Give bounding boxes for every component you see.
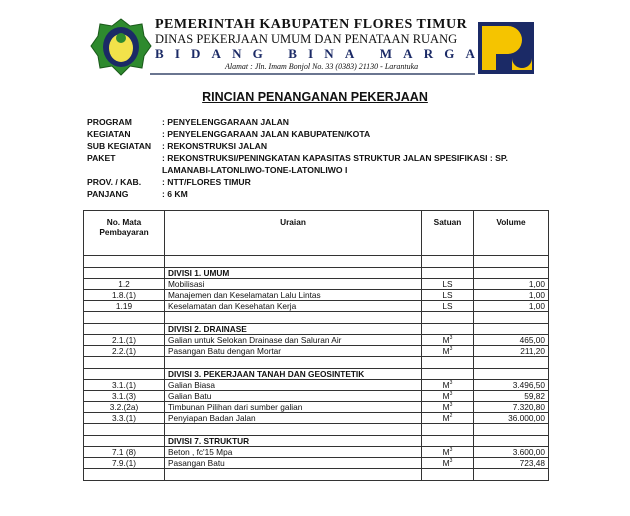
item-no: 7.9.(1) — [84, 458, 165, 469]
info-label: PROGRAM — [87, 117, 132, 127]
item-uraian: Manajemen dan Keselamatan Lalu Lintas — [165, 290, 422, 301]
unit-exponent: 3 — [449, 447, 453, 454]
table-row — [84, 357, 549, 369]
letterhead-letter: B — [155, 46, 164, 61]
item-uraian: Beton , fc'15 Mpa — [165, 447, 422, 458]
table-row — [84, 380, 549, 391]
info-row — [87, 176, 542, 188]
item-volume: 1,00 — [474, 290, 549, 301]
table-row — [84, 369, 549, 380]
table-row — [84, 346, 549, 357]
table-row — [84, 402, 549, 413]
item-volume: 465,00 — [474, 335, 549, 346]
info-value: : NTT/FLORES TIMUR — [162, 177, 251, 187]
item-satuan — [422, 290, 474, 301]
letterhead-letter: A — [465, 46, 475, 61]
unit: M — [442, 391, 450, 401]
item-satuan — [422, 458, 474, 469]
info-row — [87, 152, 542, 164]
letterhead-letter: N — [324, 46, 334, 61]
item-no: 3.1.(3) — [84, 391, 165, 402]
info-row — [87, 128, 542, 140]
item-no: 2.1.(1) — [84, 335, 165, 346]
letterhead-letter: G — [444, 46, 455, 61]
table-row — [84, 312, 549, 324]
letterhead-letter: I — [174, 46, 180, 61]
info-value: : 6 KM — [162, 189, 188, 199]
letterhead-letter: R — [423, 46, 434, 61]
info-label: SUB KEGIATAN — [87, 141, 152, 151]
table-row — [84, 279, 549, 290]
unit: M — [442, 458, 450, 468]
table-row — [84, 335, 549, 346]
item-uraian: Mobilisasi — [165, 279, 422, 290]
item-volume: 59,82 — [474, 391, 549, 402]
table-row — [84, 469, 549, 481]
unit-exponent: 3 — [449, 402, 453, 409]
letterhead-letter: D — [191, 46, 201, 61]
unit: LS — [442, 279, 453, 289]
item-uraian: Penyiapan Badan Jalan — [165, 413, 422, 424]
item-satuan — [422, 413, 474, 424]
item-satuan — [422, 301, 474, 312]
table-row — [84, 391, 549, 402]
letterhead-letter: B — [288, 46, 297, 61]
letterhead-line2: DINAS PEKERJAAN UMUM DAN PENATAAN RUANG — [155, 32, 458, 46]
item-no: 1.8.(1) — [84, 290, 165, 301]
letterhead-line3 — [155, 46, 475, 62]
letterhead-letter: A — [403, 46, 413, 61]
table-row — [84, 290, 549, 301]
info-label: PAKET — [87, 153, 116, 163]
unit: LS — [442, 290, 453, 300]
info-value: : PENYELENGGARAAN JALAN — [162, 117, 290, 127]
unit: M — [442, 402, 450, 412]
item-uraian: Galian Biasa — [165, 380, 422, 391]
item-volume: 7.320,80 — [474, 402, 549, 413]
info-row — [87, 116, 542, 128]
item-no: 3.2.(2a) — [84, 402, 165, 413]
letterhead-rule — [150, 73, 475, 75]
unit: M — [442, 380, 450, 390]
letterhead-letter: A — [344, 46, 355, 61]
item-volume: 723,48 — [474, 458, 549, 469]
info-block — [87, 116, 542, 200]
info-row — [87, 164, 542, 176]
unit: M — [442, 447, 450, 457]
info-value: : PENYELENGGARAAN JALAN KABUPATEN/KOTA — [162, 129, 371, 139]
unit-exponent: 3 — [449, 380, 453, 387]
item-volume: 1,00 — [474, 279, 549, 290]
pu-logo — [478, 22, 534, 74]
division-title: DIVISI 2. DRAINASE — [165, 324, 422, 335]
item-no: 2.2.(1) — [84, 346, 165, 357]
table-row — [84, 268, 549, 279]
letterhead-letter: M — [379, 46, 393, 61]
info-row — [87, 188, 542, 200]
unit-exponent: 2 — [449, 413, 453, 420]
item-satuan — [422, 391, 474, 402]
item-no: 3.3.(1) — [84, 413, 165, 424]
item-satuan — [422, 279, 474, 290]
info-row — [87, 140, 542, 152]
unit: LS — [442, 301, 453, 311]
table-row — [84, 424, 549, 436]
work-table — [83, 210, 549, 481]
info-value: LAMANABI-LATONLIWO-TONE-LATONLIWO I — [162, 165, 348, 175]
unit: M — [442, 346, 450, 356]
table-row — [84, 324, 549, 335]
info-value: : REKONSTRUKSI JALAN — [162, 141, 268, 151]
flores-timur-emblem — [90, 18, 152, 76]
item-volume: 3.496,50 — [474, 380, 549, 391]
table-row — [84, 447, 549, 458]
item-volume: 3.600,00 — [474, 447, 549, 458]
item-volume: 36.000,00 — [474, 413, 549, 424]
table-row — [84, 256, 549, 268]
header-volume: Volume — [474, 211, 549, 256]
item-satuan — [422, 447, 474, 458]
unit: M — [442, 413, 450, 423]
letterhead-letter — [365, 46, 368, 62]
letterhead-letter: G — [252, 46, 263, 61]
table-row — [84, 436, 549, 447]
division-title: DIVISI 1. UMUM — [165, 268, 422, 279]
unit: M — [442, 335, 450, 345]
item-uraian: Timbunan Pilihan dari sumber galian — [165, 402, 422, 413]
division-title: DIVISI 3. PEKERJAAN TANAH DAN GEOSINTETIK — [165, 369, 422, 380]
table-row — [84, 301, 549, 312]
item-satuan — [422, 346, 474, 357]
header-no: No. Mata Pembayaran — [84, 211, 165, 256]
letterhead-line1: PEMERINTAH KABUPATEN FLORES TIMUR — [155, 17, 468, 32]
item-satuan — [422, 335, 474, 346]
item-uraian: Keselamatan dan Kesehatan Kerja — [165, 301, 422, 312]
item-volume: 211,20 — [474, 346, 549, 357]
header-uraian: Uraian — [165, 211, 422, 256]
unit-exponent: 3 — [449, 458, 453, 465]
table-row — [84, 413, 549, 424]
letterhead-letter: N — [232, 46, 242, 61]
letterhead-letter: A — [211, 46, 221, 61]
info-label: PROV. / KAB. — [87, 177, 142, 187]
info-label — [87, 164, 162, 176]
info-label: KEGIATAN — [87, 129, 131, 139]
unit-exponent: 3 — [449, 335, 453, 342]
info-label: PANJANG — [87, 189, 129, 199]
item-satuan — [422, 402, 474, 413]
item-satuan — [422, 380, 474, 391]
item-uraian: Pasangan Batu dengan Mortar — [165, 346, 422, 357]
letterhead-address: Alamat : Jln. Imam Bonjol No. 33 (0383) 21130 - Larantuka — [225, 62, 419, 71]
info-value: : REKONSTRUKSI/PENINGKATAN KAPASITAS STRUKTUR JALAN SPESIFIKASI : SP. — [162, 153, 508, 163]
item-no: 7.1 (8) — [84, 447, 165, 458]
item-no: 1.19 — [84, 301, 165, 312]
item-volume: 1,00 — [474, 301, 549, 312]
unit-exponent: 3 — [449, 391, 453, 398]
table-row — [84, 458, 549, 469]
item-uraian: Pasangan Batu — [165, 458, 422, 469]
item-uraian: Galian Batu — [165, 391, 422, 402]
page-title: RINCIAN PENANGANAN PEKERJAAN — [202, 90, 428, 104]
header-satuan: Satuan — [422, 211, 474, 256]
item-no: 1.2 — [84, 279, 165, 290]
item-uraian: Galian untuk Selokan Drainase dan Saluran Air — [165, 335, 422, 346]
division-title: DIVISI 7. STRUKTUR — [165, 436, 422, 447]
unit-exponent: 3 — [449, 346, 453, 353]
item-no: 3.1.(1) — [84, 380, 165, 391]
letterhead-letter — [274, 46, 277, 62]
letterhead-letter: I — [308, 46, 314, 61]
